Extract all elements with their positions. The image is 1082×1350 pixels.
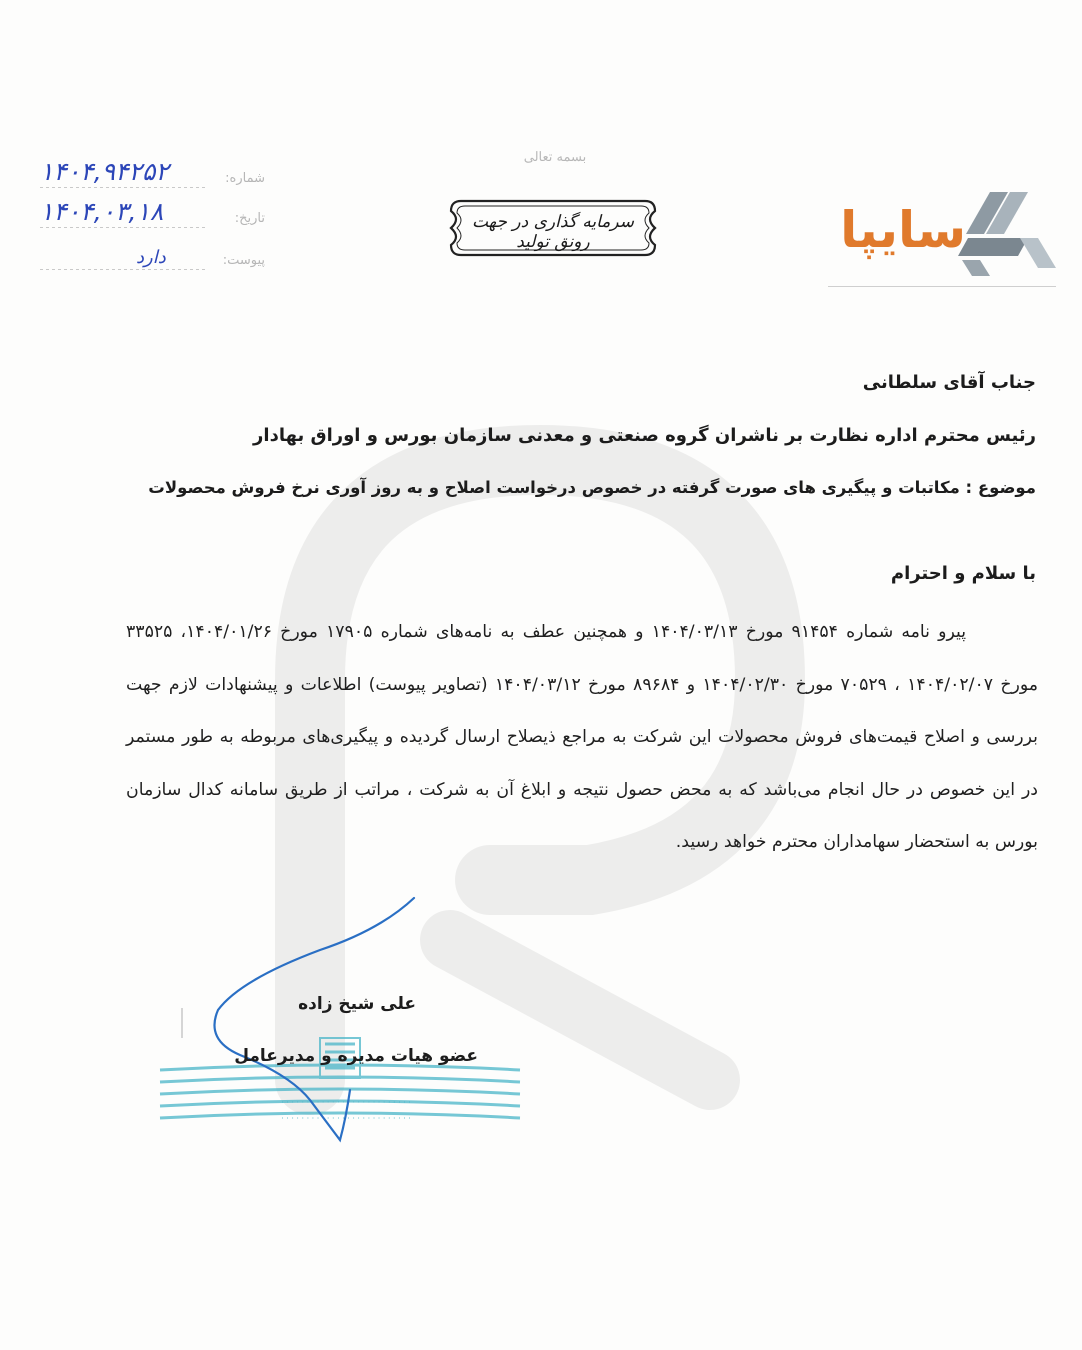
subject: موضوع : مکاتبات و پیگیری های صورت گرفته در خصوص درخواست اصلاح و به روز آوری نرخ فروش محصولات [148, 478, 1036, 497]
slogan-text: سرمایه گذاری در جهت رونق تولید [471, 212, 635, 252]
signer-name: علی شیخ زاده [298, 994, 416, 1014]
handwritten-signature [200, 890, 440, 1150]
recipient-position: رئیس محترم اداره نظارت بر ناشران گروه صنعتی و معدنی سازمان بورس و اوراق بهادار [253, 425, 1036, 446]
header-divider [828, 286, 1056, 287]
recipient: جناب آقای سلطانی [862, 372, 1036, 393]
stamp-text-persian: · · · · · · · · · · · · · · · · · · · · · · · · · · [281, 1114, 411, 1123]
greeting: با سلام و احترام [890, 563, 1036, 584]
letter-body: پیرو نامه شماره ۹۱۴۵۴ مورخ ۱۴۰۴/۰۳/۱۳ و همچنین عطف به نامه‌های شماره ۱۷۹۰۵ مورخ ۱۴۰۴/۰۱/۲۶، ۳۳۵۲۵ مورخ ۱۴۰۴/۰۲/۰۷ ، ۷۰۵۲۹ مورخ ۱۴۰۴/۰۲/۳۰ و ۸۹۶۸۴ مورخ ۱۴۰۴/۰۳/۱۲ (تصاویر پیوست) اطلاعات و پیشنهادات لازم جهت بررسی و اصلاح قیمت‌های فروش محصولات این شرکت به مراجع ذیصلاح ارسال گردیده و پیگیری‌های مربوطه به طور مستمر در این خصوص در حال انجام می‌باشد که به محض حصول نتیجه و ابلاغ آن به شرکت ، مراتب از طریق سامانه کدال سازمان بورس به استحضار سهامداران محترم خواهد رسید. [126, 622, 1039, 852]
letter-number-label: شماره: [225, 171, 265, 186]
letter-date-label: تاریخ: [234, 211, 265, 226]
letter-attachment-field [40, 240, 265, 274]
letter-date-field [40, 198, 265, 232]
letter-date-value: ۱۴۰۴,۰۳,۱۸ [40, 197, 164, 226]
letter-number-value: ۱۴۰۴,۹۴۲۵۲ [40, 157, 169, 186]
stamp-text-latin: · · · · · · · · · · · · · · · · · · · · · · · · · · [281, 1098, 411, 1107]
bismillah-text: بسمه تعالی [523, 150, 587, 165]
brand-name: سایپا [840, 201, 966, 259]
letter-attachment-value: دارد [136, 247, 166, 268]
letter-number-field [40, 158, 265, 192]
margin-mark [181, 1008, 183, 1038]
letter-attachment-label: پیوست: [222, 253, 265, 268]
signer-title: عضو هیات مدیره و مدیرعامل [234, 1046, 478, 1066]
